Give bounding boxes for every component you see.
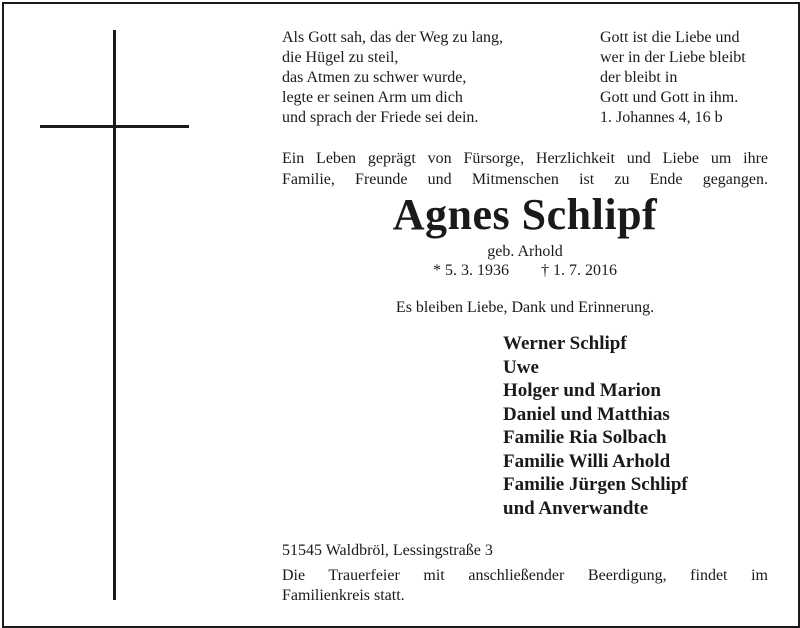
verse-line: Gott ist die Liebe und [600,29,740,46]
poem-line: und sprach der Friede sei dein. [282,109,479,126]
birth-date: * 5. 3. 1936 [433,262,509,279]
cross-horizontal-bar [40,125,189,128]
deceased-name: Agnes Schlipf [392,190,658,239]
intro-line: Ein Leben geprägt von Fürsorge, Herzlichkeit und Liebe um ihre [282,150,768,167]
mourner-name: Uwe [503,356,539,378]
birth-name: geb. Arhold [487,243,563,260]
intro-text [282,148,768,190]
family-address: 51545 Waldbröl, Lessingstraße 3 [282,542,493,559]
mourner-name: Familie Ria Solbach [503,427,667,448]
mourner-name: und Anverwandte [503,497,649,519]
verse-reference: 1. Johannes 4, 16 b [600,109,723,126]
verse-line: wer in der Liebe bleibt [600,49,746,66]
poem-line: die Hügel zu steil, [282,49,399,66]
poem-line: Als Gott sah, das der Weg zu lang, [282,29,504,46]
intro-line: Familie, Freunde und Mitmenschen ist zu Ende gegangen. [282,171,768,188]
funeral-line: Die Trauerfeier mit anschließender Beerdigung, findet im [282,567,768,584]
mourner-name: Familie Jürgen Schlipf [503,474,688,495]
funeral-notice [282,566,768,606]
verse-line: Gott und Gott in ihm. [600,89,739,106]
life-dates [282,261,768,281]
bible-verse-block [600,28,746,128]
mourners-list [503,332,688,520]
mourner-name: Holger und Marion [503,380,661,401]
closing-line: Es bleiben Liebe, Dank und Erinnerung. [395,299,655,316]
poem-line: legte er seinen Arm um dich [282,89,463,106]
verse-line: der bleibt in [600,69,678,86]
funeral-line: Familienkreis statt. [282,587,405,604]
mourner-name: Familie Willi Arhold [503,450,671,472]
mourner-name: Daniel und Matthias [503,403,670,425]
cross-vertical-bar [113,30,116,600]
mourner-name: Werner Schlipf [503,333,627,354]
poem-line: das Atmen zu schwer wurde, [282,69,467,86]
poem-block [282,28,503,128]
death-date: † 1. 7. 2016 [541,262,617,279]
